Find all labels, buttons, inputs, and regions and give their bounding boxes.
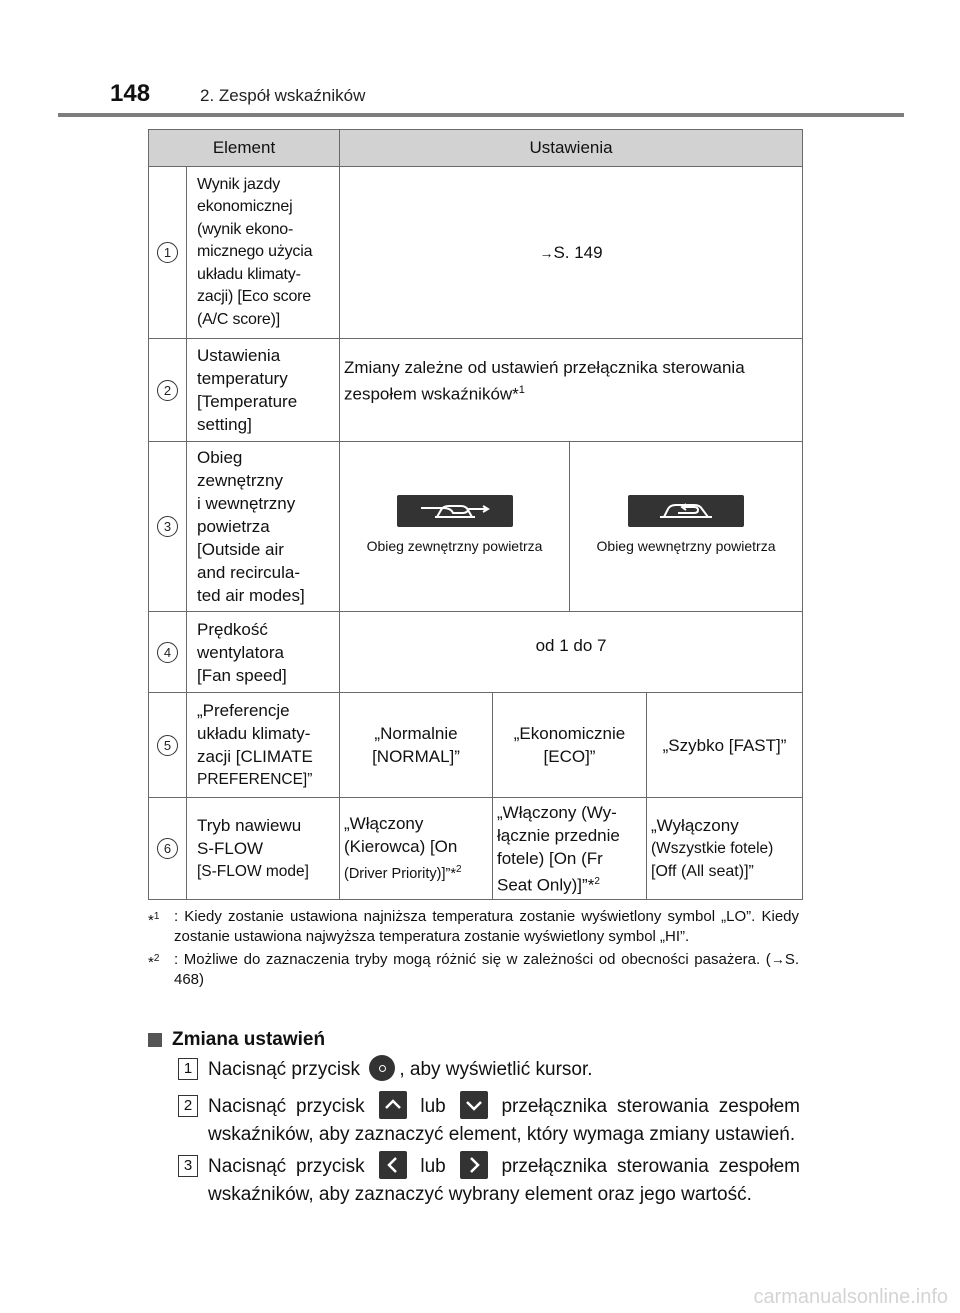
- chevron-up-icon: [379, 1091, 407, 1119]
- row-number: 2: [157, 380, 178, 401]
- option-eco: „Ekonomicznie [ECO]”: [493, 693, 647, 798]
- header-settings: Ustawienia: [340, 130, 803, 167]
- dial-button-icon: [369, 1055, 395, 1081]
- section-title: 2. Zespół wskaźników: [200, 86, 366, 105]
- row-number: 5: [157, 735, 178, 756]
- row-number: 1: [157, 242, 178, 263]
- step-number: 3: [178, 1155, 198, 1177]
- table-row: [149, 612, 803, 693]
- header-rule: [58, 113, 904, 117]
- table-row: [149, 798, 803, 900]
- row-name: Obieg zewnętrzny i wewnętrzny powietrza [Outside air and recircula- ted air modes]: [187, 442, 340, 612]
- row-number: 4: [157, 642, 178, 663]
- table-row: [149, 339, 803, 442]
- page-number: 148: [110, 80, 151, 107]
- chevron-right-icon: [460, 1151, 488, 1179]
- row-number: 6: [157, 838, 178, 859]
- settings-table: [148, 129, 803, 900]
- row-value: Zmiany zależne od ustawień przełącznika sterowania zespołem wskaźników*$^1$: [340, 339, 803, 442]
- step-1: 1 Nacisnąć przycisk , aby wyświetlić kursor.: [178, 1056, 800, 1084]
- footnote-1: *$^1$ : Kiedy zostanie ustawiona najniższa temperatura zostanie wyświetlony symbol „LO”. Kiedy zostanie ustawiona najwyższa temperatura zostanie wyświetlony symbol „HI”.: [148, 908, 799, 945]
- chevron-left-icon: [379, 1151, 407, 1179]
- option-off: „Wyłączony (Wszystkie fotele) [Off (All seat)]”: [647, 798, 803, 900]
- right-arrow-icon: →: [539, 244, 554, 261]
- header-element: Element: [149, 130, 340, 167]
- recirculated-air-icon: [628, 495, 744, 527]
- watermark: carmanualsonline.info: [753, 1286, 948, 1308]
- step-3: 3 Nacisnąć przycisk lub przełącznika sterowania zespołem wskaźników, aby zaznaczyć wybrany element oraz jego wartość.: [178, 1153, 800, 1209]
- subheading: Zmiana ustawień: [148, 1029, 325, 1051]
- step-number: 2: [178, 1095, 198, 1117]
- step-2: 2 Nacisnąć przycisk lub przełącznika sterowania zespołem wskaźników, aby zaznaczyć element, który wymaga zmiany ustawień.: [178, 1093, 800, 1149]
- option-driver-priority: „Włączony (Kierowca) [On (Driver Priority)]”*$^2$: [340, 798, 493, 900]
- outside-air-icon: [397, 495, 513, 527]
- chevron-down-icon: [460, 1091, 488, 1119]
- table-row: [149, 167, 803, 339]
- square-bullet-icon: [148, 1033, 162, 1047]
- row-value: od 1 do 7: [340, 612, 803, 693]
- option-normal: „Normalnie [NORMAL]”: [340, 693, 493, 798]
- option-front-seats: „Włączony (Wy- łącznie przednie fotele) [On (Fr Seat Only)]”*$^2$: [493, 798, 647, 900]
- footnote-2: *$^2$ : Możliwe do zaznaczenia tryby mogą różnić się w zależności od obecności pasażera. (→S. 468): [148, 951, 799, 988]
- right-arrow-icon: →: [770, 951, 785, 967]
- table-row: [149, 442, 803, 612]
- page-reference: S. 149: [553, 242, 603, 262]
- page-header: [110, 80, 365, 108]
- row-name: Wynik jazdy ekonomicznej (wynik ekono- micznego użycia układu klimaty- zacji) [Eco score (A/C score)]: [187, 167, 340, 339]
- row-name: Prędkość wentylatora [Fan speed]: [187, 612, 340, 693]
- row-name: Tryb nawiewu S-FLOW [S-FLOW mode]: [187, 798, 340, 900]
- table-header-row: [149, 130, 803, 167]
- table-row: [149, 693, 803, 798]
- row-name: Ustawienia temperatury [Temperature setting]: [187, 339, 340, 442]
- option-outside-air: Obieg zewnętrzny powietrza: [340, 442, 570, 612]
- step-number: 1: [178, 1058, 198, 1080]
- row-value: [340, 167, 803, 339]
- option-recirculated-air: Obieg wewnętrzny powietrza: [570, 442, 803, 612]
- row-name: „Preferencje układu klimaty- zacji [CLIMATE PREFERENCE]”: [187, 693, 340, 798]
- row-number: 3: [157, 516, 178, 537]
- option-fast: „Szybko [FAST]”: [647, 693, 803, 798]
- footnotes: [148, 907, 799, 992]
